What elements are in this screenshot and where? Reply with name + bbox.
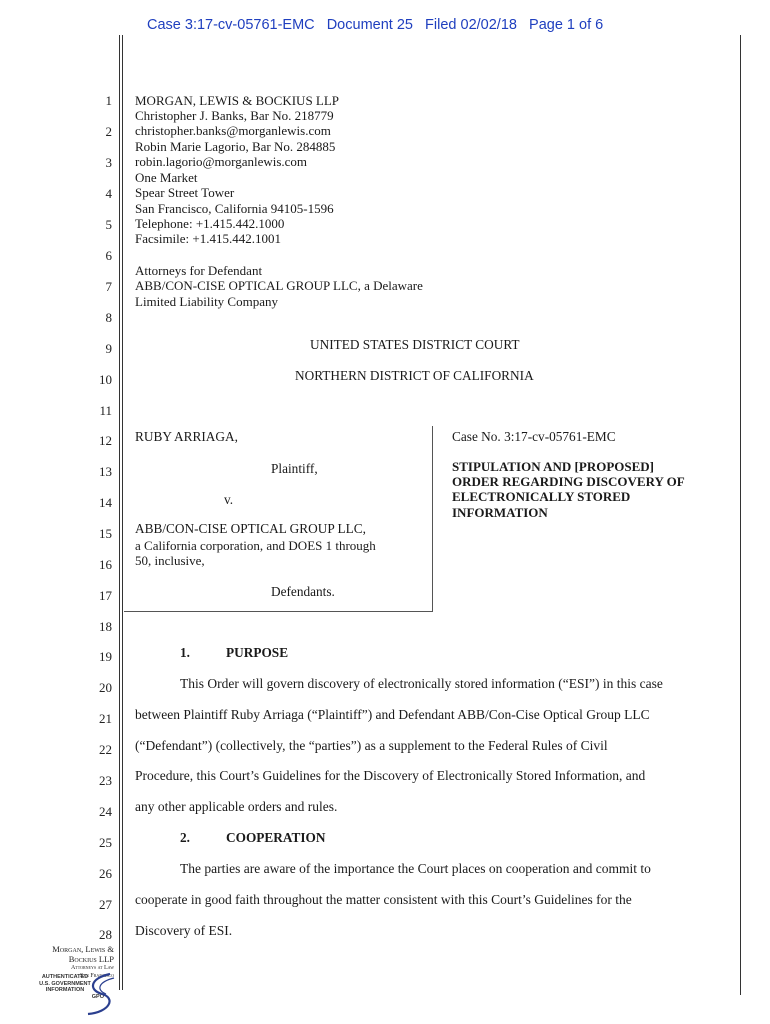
case-number: Case No. 3:17-cv-05761-EMC xyxy=(452,429,616,444)
counsel-fax: Facsimile: +1.415.442.1001 xyxy=(135,231,281,246)
section-heading: COOPERATION xyxy=(226,830,326,845)
counsel-phone: Telephone: +1.415.442.1000 xyxy=(135,216,285,231)
defendant-role: Defendants. xyxy=(271,584,335,599)
section-number: 2. xyxy=(180,830,190,845)
gpo-line: GPO xyxy=(91,993,104,1000)
plaintiff-name: RUBY ARRIAGA, xyxy=(135,429,238,444)
line-number: 3 xyxy=(105,155,112,170)
attorneys-for: ABB/CON-CISE OPTICAL GROUP LLC, a Delaware xyxy=(135,278,423,293)
section-number: 1. xyxy=(180,645,190,660)
gpo-line: AUTHENTICATED xyxy=(41,974,89,980)
line-number: 20 xyxy=(99,680,112,695)
line-number: 6 xyxy=(105,248,112,263)
defendant-line: ABB/CON-CISE OPTICAL GROUP LLC, xyxy=(135,521,366,536)
counsel-email[interactable]: christopher.banks@morganlewis.com xyxy=(135,123,331,138)
line-number: 23 xyxy=(99,773,112,788)
counsel-line: One Market xyxy=(135,170,198,185)
firm-footer-line: San Francisco xyxy=(79,973,114,979)
left-margin-rule-inner xyxy=(122,35,123,990)
line-number: 12 xyxy=(99,433,112,448)
versus: v. xyxy=(224,492,234,507)
section-heading: PURPOSE xyxy=(226,645,289,660)
document-title: ELECTRONICALLY STORED xyxy=(452,489,631,504)
right-margin-rule xyxy=(740,35,741,995)
gpo-line: INFORMATION xyxy=(45,987,85,993)
line-number: 19 xyxy=(99,649,112,664)
ecf-header: Case 3:17-cv-05761-EMC Document 25 Filed 02/02/18 Page 1 of 6 xyxy=(147,17,604,33)
line-number: 24 xyxy=(99,804,112,819)
counsel-line: Christopher J. Banks, Bar No. 218779 xyxy=(135,108,334,123)
firm-footer-line: Attorneys at Law xyxy=(70,965,114,971)
defendant-line: 50, inclusive, xyxy=(135,553,205,568)
line-number: 1 xyxy=(105,93,112,108)
caption-vertical-rule xyxy=(432,426,433,611)
line-number: 21 xyxy=(99,711,112,726)
firm-footer-line: Morgan, Lewis & xyxy=(52,944,114,954)
counsel-line: Robin Marie Lagorio, Bar No. 284885 xyxy=(135,139,336,154)
gpo-seal-icon xyxy=(80,972,120,1016)
line-number: 15 xyxy=(99,526,112,541)
counsel-line: Spear Street Tower xyxy=(135,185,235,200)
court-name: UNITED STATES DISTRICT COURT xyxy=(310,337,520,352)
document-title: INFORMATION xyxy=(452,505,548,520)
counsel-line: San Francisco, California 94105-1596 xyxy=(135,201,334,216)
line-number: 28 xyxy=(99,927,112,942)
line-number: 18 xyxy=(99,619,112,634)
line-number: 11 xyxy=(99,403,112,418)
gpo-line: U.S. GOVERNMENT xyxy=(39,980,91,987)
line-number: 8 xyxy=(105,310,112,325)
line-number: 16 xyxy=(99,557,112,572)
line-number: 2 xyxy=(105,124,112,139)
attorneys-for: Limited Liability Company xyxy=(135,294,278,309)
line-number: 13 xyxy=(99,464,112,479)
line-number: 26 xyxy=(99,866,112,881)
line-number: 5 xyxy=(105,217,112,232)
body-line: The parties are aware of the importance the Court places on cooperation and commit to xyxy=(180,861,651,876)
court-district: NORTHERN DISTRICT OF CALIFORNIA xyxy=(295,368,534,383)
line-number: 22 xyxy=(99,742,112,757)
line-number: 25 xyxy=(99,835,112,850)
line-number: 9 xyxy=(105,341,112,356)
document-title: ORDER REGARDING DISCOVERY OF xyxy=(452,474,685,489)
body-line: any other applicable orders and rules. xyxy=(135,799,338,814)
body-line: (“Defendant”) (collectively, the “parties”) as a supplement to the Federal Rules of Civil xyxy=(135,738,608,753)
line-number: 4 xyxy=(105,186,112,201)
document-title: STIPULATION AND [PROPOSED] xyxy=(452,459,655,474)
body-line: between Plaintiff Ruby Arriaga (“Plaintiff”) and Defendant ABB/Con-Cise Optical Group LLC xyxy=(135,707,650,722)
line-number: 27 xyxy=(99,897,112,912)
defendant-line: a California corporation, and DOES 1 through xyxy=(135,538,376,553)
left-margin-rule-outer xyxy=(119,35,120,990)
attorneys-for: Attorneys for Defendant xyxy=(135,263,263,278)
body-line: Discovery of ESI. xyxy=(135,923,233,938)
caption-bottom-rule xyxy=(124,611,433,612)
line-number: 7 xyxy=(105,279,112,294)
body-line: cooperate in good faith throughout the matter consistent with this Court’s Guidelines for the xyxy=(135,892,632,907)
counsel-email[interactable]: robin.lagorio@morganlewis.com xyxy=(135,154,308,169)
line-number: 10 xyxy=(99,372,112,387)
plaintiff-role: Plaintiff, xyxy=(271,461,318,476)
line-number: 17 xyxy=(99,588,112,603)
line-number: 14 xyxy=(99,495,112,510)
firm-footer-line: Bockius LLP xyxy=(68,954,114,964)
body-line: This Order will govern discovery of electronically stored information (“ESI”) in this case xyxy=(180,676,663,691)
body-line: Procedure, this Court’s Guidelines for the Discovery of Electronically Stored Information, and xyxy=(135,768,646,783)
firm-name: MORGAN, LEWIS & BOCKIUS LLP xyxy=(135,93,340,108)
